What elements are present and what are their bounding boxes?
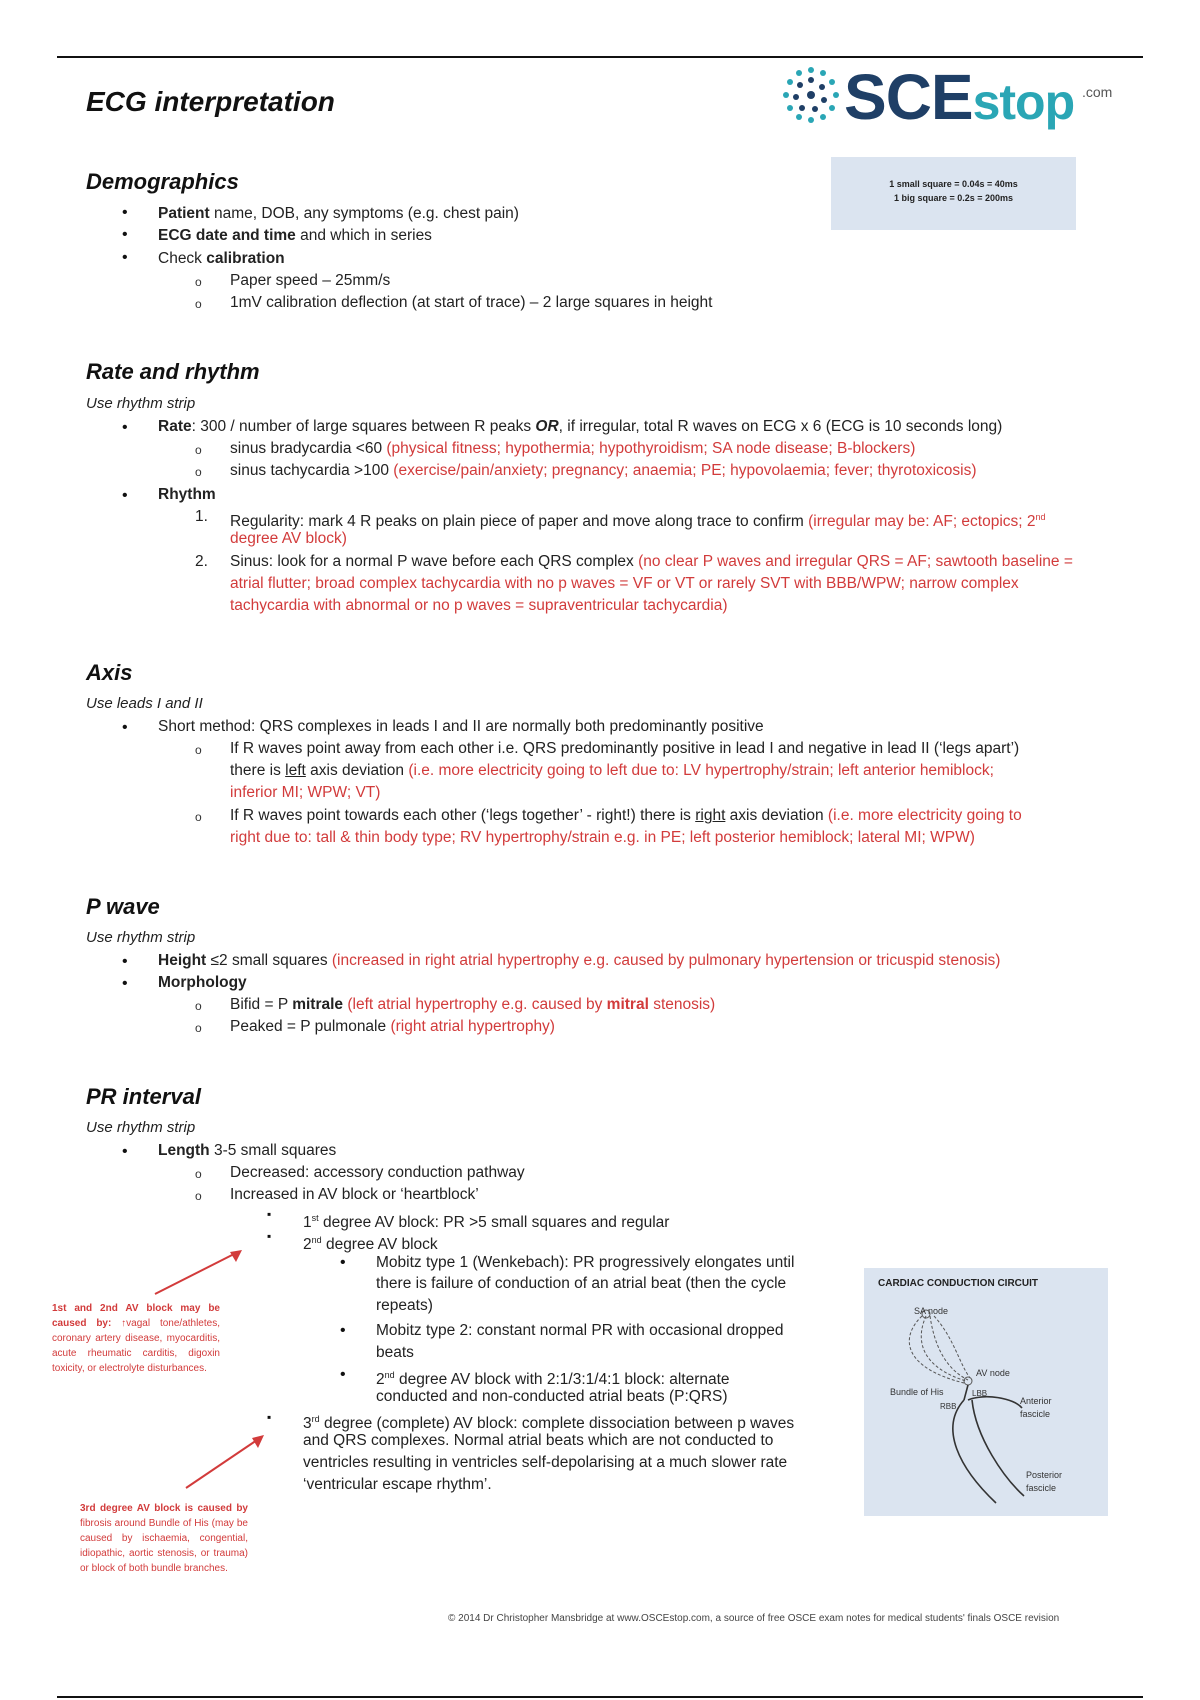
- label-rbb: RBB: [940, 1402, 957, 1411]
- bullet-circle: o: [195, 1021, 202, 1035]
- axis-subheading: Use leads I and II: [86, 695, 203, 712]
- mobitz1-line: Mobitz type 1 (Wenkebach): PR progressively elongates until: [376, 1254, 795, 1271]
- demographics-subitem: 1mV calibration deflection (at start of trace) – 2 large squares in height: [230, 294, 713, 311]
- rate-rhythm-subheading: Use rhythm strip: [86, 395, 196, 412]
- third-degree-line: 3rd degree (complete) AV block: complete dissociation between p waves: [303, 1414, 795, 1433]
- bullet-dot: •: [122, 1143, 128, 1160]
- bradycardia-line: sinus bradycardia <60 (physical fitness; hypothermia; hypothyroidism; SA node disease; B-blockers): [230, 440, 916, 457]
- third-degree-line-3: ventricles resulting in ventricles self-depolarising at a much slower rate: [303, 1454, 788, 1471]
- label-sa-node: SA node: [914, 1306, 949, 1316]
- bullet-circle: o: [195, 297, 202, 311]
- bullet-circle: o: [195, 1189, 202, 1203]
- bullet-dot: •: [340, 1322, 346, 1339]
- bullet-circle: o: [195, 443, 202, 457]
- bullet-square: ▪: [267, 1207, 272, 1221]
- axis-heading: Axis: [86, 660, 133, 685]
- label-anterior: Anterior: [1020, 1396, 1052, 1406]
- second-degree-line: 2nd degree AV block: [303, 1235, 438, 1254]
- bullet-dot: •: [122, 487, 128, 504]
- mobitz1-line-3: repeats): [376, 1297, 433, 1314]
- demographics-subitem: Paper speed – 25mm/s: [230, 272, 391, 289]
- bullet-dot: •: [122, 249, 128, 266]
- bullet-square: ▪: [267, 1229, 272, 1243]
- second-alt-line-2: conducted and non-conducted atrial beats (P:QRS): [376, 1388, 728, 1405]
- arrow-icon: [182, 1430, 272, 1492]
- demographics-item: Patient name, DOB, any symptoms (e.g. chest pain): [158, 205, 519, 222]
- second-alt-line: 2nd degree AV block with 2:1/3:1/4:1 block: alternate: [376, 1370, 730, 1389]
- sinus-line-2: atrial flutter; broad complex tachycardia with no p waves = VF or VT or rarely SVT with BBB/WPW; narrow complex: [230, 575, 1019, 592]
- tachycardia-line: sinus tachycardia >100 (exercise/pain/anxiety; pregnancy; anaemia; PE; hypovolaemia; fever; thyrotoxicosis): [230, 462, 977, 479]
- bullet-square: ▪: [267, 1410, 272, 1424]
- short-method-line: Short method: QRS complexes in leads I and II are normally both predominantly positive: [158, 718, 764, 735]
- pr-length-line: Length 3-5 small squares: [158, 1142, 337, 1159]
- first-degree-line: 1st degree AV block: PR >5 small squares and regular: [303, 1213, 670, 1232]
- logo-text: SCEstop: [844, 61, 1075, 133]
- label-av-node: AV node: [976, 1368, 1010, 1378]
- bottom-rule: [57, 1696, 1143, 1698]
- logo-suffix: .com: [1082, 84, 1113, 100]
- side-note-third: 3rd degree AV block is caused by fibrosis around Bundle of His (may be caused by ischaemia, congential, idiopathic, aortic stenosis, or trauma) or block of both bundle branches.: [80, 1503, 248, 1574]
- right-axis-line: If R waves point towards each other (‘legs together’ - right!) there is right axis deviation (i.e. more electricity going to: [230, 807, 1022, 824]
- conduction-diagram: [864, 1268, 1108, 1516]
- logo: [782, 60, 1122, 140]
- third-degree-line-2: and QRS complexes. Normal atrial beats which are not conducted to: [303, 1432, 774, 1449]
- calibration-box: [831, 157, 1076, 230]
- label-lbb: LBB: [972, 1389, 988, 1398]
- bullet-circle: o: [195, 465, 202, 479]
- bullet-dot: •: [340, 1366, 346, 1383]
- pr-interval-heading: PR interval: [86, 1084, 201, 1109]
- calibration-small-square: 1 small square = 0.04s = 40ms: [889, 179, 1018, 189]
- bullet-circle: o: [195, 1167, 202, 1181]
- logo-dots-icon: [782, 66, 840, 124]
- bullet-dot: •: [122, 419, 128, 436]
- right-axis-line-2: right due to: tall & thin body type; RV hypertrophy/strain e.g. in PE; left posterior hemiblock; lateral MI; WPW): [230, 829, 975, 846]
- p-wave-subheading: Use rhythm strip: [86, 929, 196, 946]
- label-posterior: Posterior: [1026, 1470, 1063, 1480]
- left-axis-line: If R waves point away from each other i.e. QRS predominantly positive in lead I and negative in lead II (‘legs apart’): [230, 740, 1020, 757]
- calibration-big-square: 1 big square = 0.2s = 200ms: [893, 193, 1014, 203]
- bullet-dot: •: [122, 953, 128, 970]
- page-title: ECG interpretation: [86, 86, 335, 117]
- mobitz2-line-2: beats: [376, 1344, 414, 1361]
- bullet-circle: o: [195, 743, 202, 757]
- regularity-line: Regularity: mark 4 R peaks on plain piece of paper and move along trace to confirm (irregular may be: AF; ectopics; 2nd: [230, 512, 1046, 531]
- side-note-first-second: 1st and 2nd AV block may be caused by: ↑vagal tone/athletes, coronary artery disease, myocarditis, acute rheumatic carditis, digoxin toxicity, or electrolyte disturbances.: [52, 1303, 220, 1374]
- list-number: 2.: [195, 553, 208, 570]
- p-height-line: Height ≤2 small squares (increased in right atrial hypertrophy e.g. caused by pulmonary hypertension or tricuspid stenosis): [158, 952, 1001, 969]
- third-degree-line-4: ‘ventricular escape rhythm’.: [303, 1476, 492, 1493]
- demographics-item: ECG date and time and which in series: [158, 227, 432, 244]
- rhythm-label: Rhythm: [158, 486, 216, 503]
- pr-decreased-line: Decreased: accessory conduction pathway: [230, 1164, 525, 1181]
- list-number: 1.: [195, 508, 208, 525]
- pr-increased-line: Increased in AV block or ‘heartblock’: [230, 1186, 479, 1203]
- diagram-title: CARDIAC CONDUCTION CIRCUIT: [878, 1278, 1038, 1289]
- bullet-circle: o: [195, 810, 202, 824]
- mobitz1-line-2: there is failure of conduction of an atrial beat (then the cycle: [376, 1275, 787, 1292]
- label-bundle-of-his: Bundle of His: [890, 1387, 944, 1397]
- regularity-line-2: degree AV block): [230, 530, 347, 547]
- bullet-dot: •: [122, 975, 128, 992]
- bullet-dot: •: [122, 719, 128, 736]
- left-axis-line-2: there is left axis deviation (i.e. more electricity going to left due to: LV hypertrophy/strain; left anterior hemiblock;: [230, 762, 994, 779]
- label-anterior-fascicle: fascicle: [1020, 1409, 1051, 1419]
- label-posterior-fascicle: fascicle: [1026, 1483, 1057, 1493]
- arrow-icon: [150, 1242, 270, 1302]
- demographics-item: Check calibration: [158, 250, 285, 267]
- bullet-dot: •: [122, 226, 128, 243]
- bullet-circle: o: [195, 275, 202, 289]
- bullet-dot: •: [340, 1254, 346, 1271]
- footer-copyright: © 2014 Dr Christopher Mansbridge at www.OSCEstop.com, a source of free OSCE exam notes for medical students' finals OSCE revision: [448, 1613, 1060, 1624]
- demographics-heading: Demographics: [86, 169, 239, 194]
- sinus-line-3: tachycardia with abnormal or no p waves = supraventricular tachycardia): [230, 597, 728, 614]
- bullet-circle: o: [195, 999, 202, 1013]
- top-rule: [57, 56, 1143, 58]
- rate-rhythm-heading: Rate and rhythm: [86, 359, 260, 384]
- mobitz2-line: Mobitz type 2: constant normal PR with occasional dropped: [376, 1322, 784, 1339]
- bullet-dot: •: [122, 204, 128, 221]
- pr-interval-subheading: Use rhythm strip: [86, 1119, 196, 1136]
- morphology-label: Morphology: [158, 974, 247, 991]
- p-wave-heading: P wave: [86, 894, 160, 919]
- sinus-line: Sinus: look for a normal P wave before each QRS complex (no clear P waves and irregular QRS = AF; sawtooth baseline =: [230, 553, 1073, 570]
- rate-line: Rate: 300 / number of large squares between R peaks OR, if irregular, total R waves on ECG x 6 (ECG is 10 seconds long): [158, 418, 1003, 435]
- left-axis-line-3: inferior MI; WPW; VT): [230, 784, 381, 801]
- peaked-line: Peaked = P pulmonale (right atrial hypertrophy): [230, 1018, 555, 1035]
- bifid-line: Bifid = P mitrale (left atrial hypertrophy e.g. caused by mitral stenosis): [230, 996, 716, 1013]
